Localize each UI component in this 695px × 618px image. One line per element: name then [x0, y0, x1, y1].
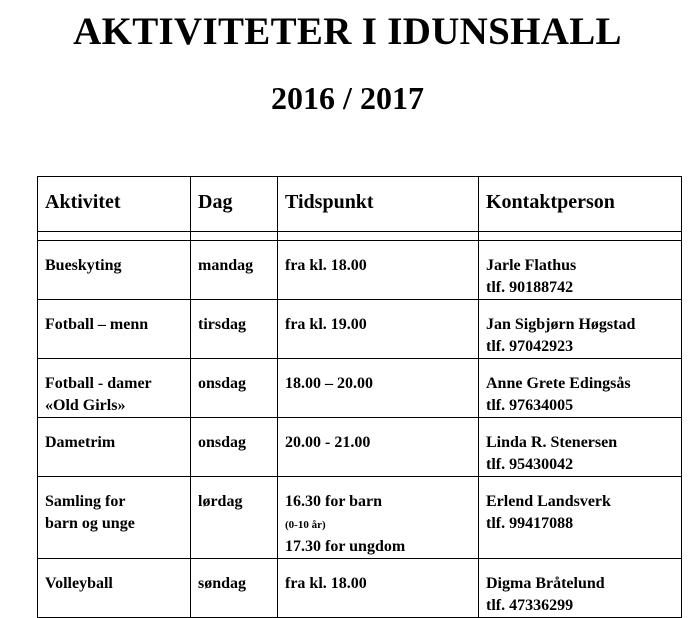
- table-body: [38, 232, 682, 618]
- table-row: [38, 477, 682, 559]
- cell-kontaktperson: [479, 359, 682, 418]
- contact-phone: tlf. 97634005: [486, 397, 574, 414]
- cell-kontaktperson: [479, 241, 682, 300]
- tidspunkt-text: 17.30 for ungdom: [285, 538, 406, 555]
- cell-kontaktperson: [479, 559, 682, 618]
- spacer-cell: [278, 232, 479, 241]
- contact-phone: tlf. 47336299: [486, 597, 574, 614]
- document-subtitle: 2016 / 2017: [271, 80, 424, 116]
- cell-kontaktperson: [479, 418, 682, 477]
- cell-dag: [191, 418, 278, 477]
- tidspunkt-line: [285, 432, 472, 454]
- contact-name: Anne Grete Edingsås: [486, 375, 631, 392]
- tidspunkt-line: [285, 491, 472, 536]
- header-kontaktperson: Kontaktperson: [479, 177, 682, 232]
- cell-dag: [191, 300, 278, 359]
- cell-aktivitet: [38, 418, 191, 477]
- cell-tidspunkt: [278, 359, 479, 418]
- cell-tidspunkt: [278, 418, 479, 477]
- tidspunkt-text: fra kl. 18.00: [285, 575, 367, 592]
- spacer-row: [38, 232, 682, 241]
- tidspunkt-line: [285, 255, 472, 277]
- dag-text: mandag: [198, 257, 254, 274]
- dag-text: tirsdag: [198, 316, 246, 333]
- dag-text: onsdag: [198, 375, 247, 392]
- contact-name: Erlend Landsverk: [486, 493, 611, 510]
- cell-tidspunkt: [278, 300, 479, 359]
- cell-kontaktperson: [479, 477, 682, 559]
- tidspunkt-note: (0-10 år): [285, 519, 326, 531]
- tidspunkt-text: 18.00 – 20.00: [285, 375, 373, 392]
- aktivitet-text: Bueskyting: [45, 257, 122, 274]
- spacer-cell: [191, 232, 278, 241]
- spacer-cell: [479, 232, 682, 241]
- tidspunkt-text: 16.30 for barn: [285, 493, 383, 510]
- aktivitet-text: Fotball - damer: [45, 375, 152, 392]
- cell-aktivitet: [38, 300, 191, 359]
- tidspunkt-text: fra kl. 19.00: [285, 316, 367, 333]
- header-tidspunkt: Tidspunkt: [278, 177, 479, 232]
- table-row: [38, 418, 682, 477]
- tidspunkt-text: fra kl. 18.00: [285, 257, 367, 274]
- header-aktivitet: Aktivitet: [38, 177, 191, 232]
- header-dag: Dag: [191, 177, 278, 232]
- table-row: [38, 241, 682, 300]
- cell-tidspunkt: [278, 559, 479, 618]
- contact-phone: tlf. 95430042: [486, 456, 574, 473]
- contact-phone: tlf. 97042923: [486, 338, 574, 355]
- cell-dag: [191, 559, 278, 618]
- tidspunkt-line: [285, 536, 472, 558]
- activity-table: [37, 176, 682, 618]
- tidspunkt-text: 20.00 - 21.00: [285, 434, 371, 451]
- cell-aktivitet: [38, 559, 191, 618]
- aktivitet-text: Samling for: [45, 493, 126, 510]
- table-row: [38, 300, 682, 359]
- aktivitet-text: Fotball – menn: [45, 316, 149, 333]
- cell-dag: [191, 241, 278, 300]
- contact-phone: tlf. 99417088: [486, 515, 574, 532]
- tidspunkt-line: [285, 573, 472, 595]
- aktivitet-text: Volleyball: [45, 575, 113, 592]
- aktivitet-text: Dametrim: [45, 434, 116, 451]
- document-title: AKTIVITETER I IDUNSHALL: [73, 10, 622, 53]
- aktivitet-text: barn og unge: [45, 515, 135, 532]
- contact-name: Jan Sigbjørn Høgstad: [486, 316, 636, 333]
- tidspunkt-line: [285, 314, 472, 336]
- cell-dag: [191, 477, 278, 559]
- cell-aktivitet: [38, 359, 191, 418]
- contact-name: Jarle Flathus: [486, 257, 577, 274]
- cell-dag: [191, 359, 278, 418]
- contact-name: Digma Bråtelund: [486, 575, 605, 592]
- spacer-cell: [38, 232, 191, 241]
- dag-text: onsdag: [198, 434, 247, 451]
- cell-kontaktperson: [479, 300, 682, 359]
- dag-text: lørdag: [198, 493, 243, 510]
- table-header-row: [38, 177, 682, 232]
- cell-aktivitet: [38, 477, 191, 559]
- table-row: [38, 359, 682, 418]
- cell-aktivitet: [38, 241, 191, 300]
- tidspunkt-line: [285, 373, 472, 395]
- table-row: [38, 559, 682, 618]
- cell-tidspunkt: [278, 477, 479, 559]
- contact-phone: tlf. 90188742: [486, 279, 574, 296]
- dag-text: søndag: [198, 575, 247, 592]
- cell-tidspunkt: [278, 241, 479, 300]
- contact-name: Linda R. Stenersen: [486, 434, 618, 451]
- aktivitet-text: «Old Girls»: [45, 397, 126, 414]
